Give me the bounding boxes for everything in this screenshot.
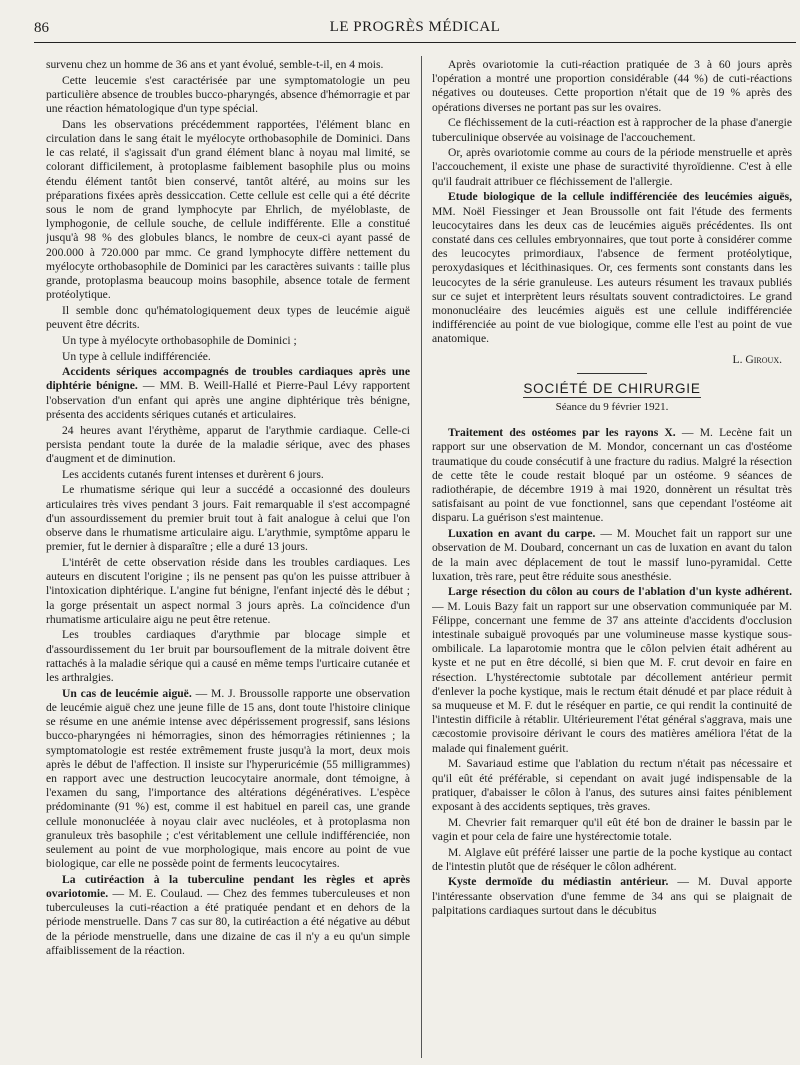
paragraph [46,556,410,627]
column-divider [421,56,422,1058]
paragraph-text: — MM. B. Weill-Hallé et Pierre-Paul Lévy rapportent l'observation d'un enfant qui après une angine diphtérique très bénigne, présenta des accidents sériques cutanés et articulaires. [46,379,410,421]
paragraph-text: — M. E. Coulaud. — Chez des femmes tuberculeuses et non tuberculeuses la cuti-réaction a été pratiquée pendant et en dehors de la période menstruelle. Dans 7 cas sur 80, la cutiréaction a été négative au début de la période menstruelle, dans une dizaine de cas il n'y a eu qu'un simple affaiblissement de la réaction. [46,887,410,957]
paragraph-text: 24 heures avant l'érythème, apparut de l'arythmie cardiaque. Celle-ci persista pendant toute la durée de la maladie sérique, avec des phases d'augment et de diminution. [46,423,410,465]
paragraph [46,873,410,958]
paragraph-heading: Kyste dermoïde du médiastin antérieur. [448,875,669,889]
paragraph-text: Le rhumatisme sérique qui leur a succédé a occasionné des douleurs articulaires très vives pendant 3 jours. Fait remarquable il s'est accompagné d'un assourdissement du premier bruit tout à fait analogue à celui que l'on observe dans le rhumatisme articulaire aigu. L'arythmie, symptôme apparu le premier, fut le dernier à disparaître ; elle a duré 13 jours. [46,483,410,554]
paragraph-text: M. Chevrier fait remarquer qu'il eût été bon de drainer le bassin par le vagin et pour cela de faire une hystérectomie totale. [432,815,792,843]
paragraph [432,58,792,115]
paragraph-text: Les troubles cardiaques d'arythmie par blocage simple et d'assourdissement du 1er bruit par boursouflement de la mitrale doivent être rattachés à la maladie sérique qui a causé en même temps l'urticaire cutanée et les arthralgies. [46,628,410,685]
paragraph-text: Il semble donc qu'hématologiquement deux types de leucémie aiguë peuvent être décrits. [46,303,410,332]
seance-date: Séance du 9 février 1921. [555,400,669,413]
signature: L. Giroux. [732,352,782,366]
section-title [432,382,792,396]
paragraph-text: M. Alglave eût préféré laisser une partie de la poche kystique au contact de l'intestin plutôt que de réséquer le côlon adhérent. [432,845,792,873]
paragraph-text: L'intérêt de cette observation réside dans les troubles cardiaques. Les auteurs en discutent l'origine ; ils ne pensent pas qu'on les puisse attribuer à l'intoxication diphtérique. L'angine fut bénigne, l'enfant injecté dès le début ; la gorge présentait un aspect normal 3 jours après. La coïncidence d'un rhumatisme articulaire aigu ne peut être retenue. [46,555,410,626]
paragraph [432,146,792,189]
paragraph-text: survenu chez un homme de 36 ans et yant évolué, semble-t-il, en 4 mois. [46,58,384,71]
paragraph-text: — M. Lecène fait un rapport sur une observation de M. Mondor, concernant un cas d'ostéome traumatique du coude consécutif à une fracture du radius. Malgré la résection de cette tête le coude restait bloqué par un ostéome. 9 séances de radiothérapie, de décembre 1919 à mai 1920, donnèrent un résultat très satisfaisant au point de vue fonctionnel, sans que cependant l'ostéome ait disparu. La guérison s'est maintenue. [432,426,792,525]
paragraph [432,585,792,755]
paragraph [432,527,792,584]
paragraph-text: Les accidents cutanés furent intenses et durèrent 6 jours. [62,467,324,481]
paragraph-heading: Large résection du côlon au cours de l'ablation d'un kyste adhérent. [448,585,792,599]
page-header [34,18,796,43]
paragraph-text: Cette leucemie s'est caractérisée par une symptomatologie un peu particulière absence de troubles bucco-pharyngés, absence d'hémorragie et par une réaction hématologique d'un type spécial. [46,73,410,116]
paragraph-text: Or, après ovariotomie comme au cours de la période menstruelle et après l'accouchement, il existe une phase de suractivité thyroïdienne. C'est à elle qu'il faudrait attribuer ce fléchissement de l'allergie. [432,146,792,188]
right-column-bottom [432,426,792,918]
paragraph-text: — M. Louis Bazy fait un rapport sur une observation communiquée par M. Félippe, concernant une femme de 37 ans atteinte d'accidents d'occlusion intestinale subaiguë provoqués par une volumineuse masse kystique sous-ombilicale. La laparotomie montra que le côlon pelvien était adhérent au kyste et ne put en être décollé, si bien que M. F. crut devoir en faire en résection. L'hystérectomie subtotale par décollement antérieur permit d'enlever la poche kystique, mais le rectum était dénudé et par place réduit à sa muqueuse et M. F. dut le réséquer en partie, ce qui rendit la continuité de l'intestin difficile à rétablir. Ultérieurement l'état général s'aggrava, mais une cæcostomie provisoire dérivant le cours des matières améliora l'état de la malade qui finalement guérit. [432,599,792,755]
paragraph [432,426,792,525]
left-column [46,58,410,1058]
paragraph [46,468,410,482]
section-title-text: SOCIÉTÉ DE CHIRURGIE [523,380,701,396]
right-column-top [432,58,792,347]
paragraph-text: Un type à cellule indifférenciée. [62,349,211,363]
journal-title: LE PROGRÈS MÉDICAL [329,19,501,35]
paragraph [46,58,410,72]
paragraph [46,365,410,422]
paragraph [46,304,410,332]
paragraph [46,350,410,364]
paragraph-heading: La cutiréaction à la tuberculine pendant les règles et après ovariotomie. [46,872,410,901]
paragraph-text: — M. Duval apporte l'intéressante observation d'une femme de 34 ans qui se plaignait de palpitations cardiaques surtout dans le décubitus [432,875,792,917]
paragraph-heading: Traitement des ostéomes par les rayons X. [448,426,676,440]
paragraph [432,846,792,874]
paragraph-text: Après ovariotomie la cuti-réaction pratiquée de 3 à 60 jours après l'opération a montré une proportion considérable (44 %) de cuti-réactions négatives ou douteuses. Cette proportion n'était que de 19 % après des opérations diverses ne portant pas sur les ovaires. [432,58,792,114]
paragraph-text: — M. Mouchet fait un rapport sur une observation de M. Doubard, concernant un cas de luxation en avant du talon de la main avec déplacement de tout le massif luno-pyramidal. Cette luxation, très rare, peut être réduite sous anesthésie. [432,527,792,583]
paragraph-text: Dans les observations précédemment rapportées, l'élément blanc en circulation dans le sang était le myélocyte orthobasophile de Dominici. Dans le cas relaté, il s'agissait d'un grand élément blanc à noyau mal limité, se colorant difficilement, à protoplasme faiblement basophile plus ou moins étendu élément tantôt bien conservé, tantôt altéré, au moins sur les préparations fixées après dessiccation. Cette cellule est celle qui a été décrite sous le nom de grand lymphocyte par Ehrlich, de myéloblaste, de lymphogonie, de cellule souche, de cellule indifférente. Elle a constitué jusqu'à 98 % des globules blancs, le nombre de ceux-ci ayant passé de 200.000 à 720.000 par mmc. Ce grand lymphocyte diffère nettement du myélocyte orthobasophile de Dominici par les caractères suivants : taille plus grande, protoplasma beaucoup moins basophile, absence totale de ferment protéolytique. [46,117,410,302]
section-separator [577,373,647,374]
paragraph [46,74,410,117]
paragraph [46,118,410,303]
paragraph [432,116,792,144]
paragraph-text: — M. J. Broussolle rapporte une observation de leucémie aiguë chez une jeune fille de 15 ans, dont toute l'histoire clinique se résume en une anémie intense avec dépérissement progressif, sans lésions bucco-pharyngées ni hémorragies, sinon des hémorragies rétiniennes ; la symptomatologie est restée extrêmement fruste jusqu'à la mort, deux mois après le début de l'affection. Il insiste sur l'hyperuricémie (55 milligrammes) en rapport avec une destruction leucocytaire anormale, dont témoigne, à l'examen du sang, l'importance des altérations dégénératives. L'espèce prédominante (91 %) est, comme il est habituel en pareil cas, une grande cellule mononucléée à noyau clair avec nucléoles, et à protoplasma non granuleux très basophile ; c'est véritablement une cellule indifférenciée, non seulement au point de vue morphologique, mais encore au point de vue biologique, car elle ne possède point de ferments leucocytaires. [46,686,410,871]
paragraph [46,424,410,467]
paragraph-heading: Luxation en avant du carpe. [448,527,596,541]
paragraph [46,334,410,348]
page-number: 86 [34,20,49,36]
paragraph-text: Un type à myélocyte orthobasophile de Dominici ; [62,333,297,347]
paragraph [46,483,410,554]
paragraph-heading: Accidents sériques accompagnés de troubles cardiaques après une diphtérie bénigne. [46,365,410,393]
paragraph [432,757,792,814]
paragraph [46,687,410,872]
paragraph-text: M. Savariaud estime que l'ablation du rectum n'était pas nécessaire et qu'il eût été préférable, si cependant on avait jugé indispensable de la pratiquer, d'abaisser le côlon à l'anus, des sutures ainsi faites péniblement exposant à des accidents septiques, très graves. [432,757,792,813]
paragraph-text: MM. Noël Fiessinger et Jean Broussolle ont fait l'étude des ferments leucocytaires dans les deux cas de leucémies aiguës précédentes. Ils ont constaté dans ces cellules embryonnaires, que tout porte à considérer comme des leucocytes primordiaux, l'absence de ferment protéolytique, peroxydasiques et lécithinasiques. Or, ces ferments sont constants dans les leucocytes de la série granuleuse. Les auteurs résument les travaux publiés sur ce sujet et interprètent leurs résultats souvent contradictoires. Le grand mononucléaire des leucémies aiguës est une cellule indifférenciée indifférenciée au point de vue biologique, comme elle l'est au point de vue anatomique. [432,204,792,346]
paragraph-text: Ce fléchissement de la cuti-réaction est à rapprocher de la phase d'anergie tuberculinique observée au voisinage de l'accouchement. [432,116,792,144]
paragraph-heading: Etude biologique de la cellule indifférenciée des leucémies aiguës, [448,190,792,204]
paragraph [432,190,792,346]
paragraph [432,875,792,918]
right-column [432,58,792,1058]
paragraph [46,628,410,685]
paragraph [432,816,792,844]
paragraph-heading: Un cas de leucémie aiguë. [62,686,192,700]
